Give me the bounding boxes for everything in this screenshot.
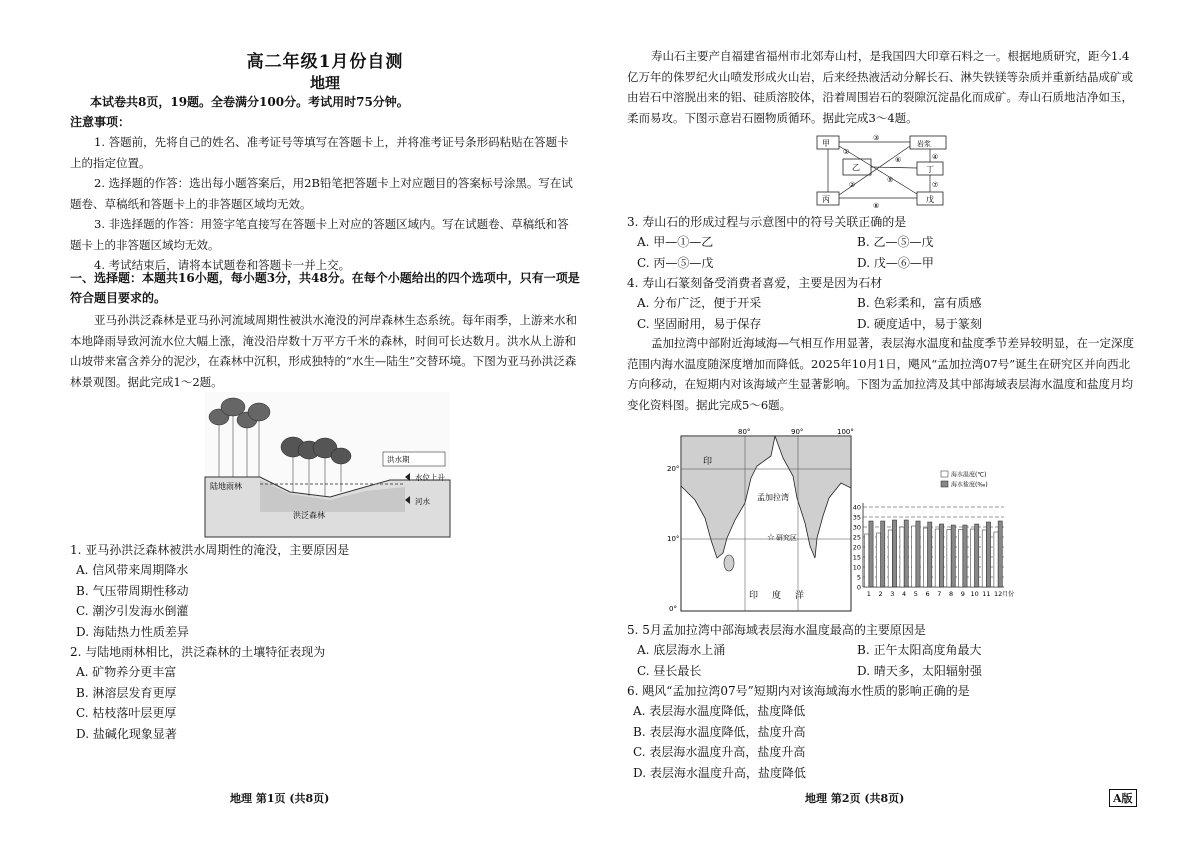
bar-salinity [975, 524, 979, 587]
legend-label: 海水盐度(‰) [951, 481, 988, 489]
option-row [627, 232, 1137, 253]
box-bing: 丙 [822, 195, 830, 204]
question-stem: 2. 与陆地雨林相比，洪泛森林的土壤特征表现为 [70, 645, 326, 659]
option-d: D. 戊—⑥—甲 [857, 255, 934, 270]
option-c: C. 表层海水温度升高，盐度升高 [633, 745, 806, 759]
question-6 [627, 681, 1137, 783]
option-c: C. 昼长最长 [637, 663, 702, 678]
option-a: A. 甲—①—乙 [637, 235, 714, 249]
option-c: C. 坚固耐用，易于保存 [637, 316, 762, 331]
legend-river: 河水 [415, 497, 430, 506]
arrow-label: ④ [932, 153, 939, 161]
lon-label: 100° [837, 428, 854, 436]
bar-salinity [904, 520, 908, 587]
bar-temperature [994, 532, 998, 587]
y-tick-label: 20 [852, 543, 861, 552]
bar-salinity [986, 522, 990, 587]
x-tick-label: 5 [913, 590, 918, 598]
box-ding: 丁 [926, 165, 934, 174]
question-stem: 5. 5月孟加拉湾中部海域表层海水温度最高的主要原因是 [627, 623, 926, 637]
legend-rising: 水位上升 [415, 473, 445, 482]
passage-3: 孟加拉湾中部附近海域海—气相互作用显著，表层海水温度和盐度季节差异较明显，在一定深度范围内海水温度随深度增加而降低。2025年10月1日，飓风“孟加拉湾07号”诞生在研究区并向西北方向移动，在短期内对该海域产生显著影响。下图为孟加拉湾及其中部海域表层海水温度和盐度月均变化资料图。据此完成5～6题。 [627, 336, 1134, 412]
option-row [627, 661, 1137, 682]
bar-salinity [928, 522, 932, 587]
box-yi: 乙 [852, 163, 860, 172]
version-badge: A版 [1109, 789, 1137, 807]
box-magma: 岩浆 [917, 140, 931, 148]
y-tick-label: 0 [856, 583, 861, 592]
bar-salinity [869, 521, 873, 587]
y-tick-label: 5 [856, 573, 861, 582]
option-row [627, 314, 1137, 335]
option-d: D. 海陆热力性质差异 [76, 624, 189, 639]
arrow-label: ⑥ [895, 156, 902, 164]
option-d: D. 盐碱化现象显著 [76, 726, 177, 741]
arrow-label: ① [843, 148, 850, 156]
notice-item: 1. 答题前，先将自己的姓名、准考证号等填写在答题卡上，并将准考证号条形码粘贴在答题卡上的指定位置。 [70, 135, 569, 170]
bar-temperature [970, 529, 974, 587]
option-b: B. 淋溶层发育更厚 [76, 685, 177, 700]
option-a: A. 底层海水上涌 [637, 643, 726, 657]
option-a: A. 矿物养分更丰富 [76, 665, 177, 679]
bar-salinity [963, 525, 967, 587]
bar-salinity [951, 525, 955, 587]
option-b: B. 正午太阳高度角最大 [857, 643, 982, 657]
lat-label: 0° [669, 605, 677, 613]
x-tick-label: 3 [890, 590, 895, 598]
notice-title: 注意事项： [70, 115, 131, 129]
bar-salinity [892, 520, 896, 587]
legend-label: 海水温度(℃) [951, 471, 987, 479]
notice-item: 4. 考试结束后，请将本试题卷和答题卡一并上交。 [94, 258, 351, 272]
y-tick-label: 40 [852, 503, 861, 512]
arrow-label: ⑦ [932, 181, 939, 189]
bar-temperature [935, 529, 939, 587]
legend-swatch [941, 471, 948, 477]
question-stem: 6. 飓风“孟加拉湾07号”短期内对该海域海水性质的影响正确的是 [627, 684, 970, 698]
temperature-salinity-chart [849, 465, 1015, 613]
question-4 [627, 273, 1137, 334]
box-wu: 戊 [926, 195, 934, 204]
lat-label: 10° [667, 535, 680, 543]
x-axis-label: 月份 [1002, 591, 1015, 598]
x-tick-label: 4 [902, 590, 907, 598]
passage-1: 亚马孙洪泛森林是亚马孙河流域周期性被洪水淹没的河岸森林生态系统。每年雨季，上游来水和本地降雨导致河流水位大幅上涨，淹没沿岸数十万平方千米的森林，时间可长达数月。洪水从上游和山坡带来富含养分的泥沙，在森林中沉积，形成独特的“水生—陆生”交替环境。下图为亚马孙洪泛森林景观图。据此完成1～2题。 [70, 313, 577, 389]
label-flood-forest: 洪泛森林 [293, 511, 325, 520]
arrow-label: ⑧ [873, 202, 880, 210]
arrow-label: ⑤ [887, 176, 894, 184]
option-row [627, 293, 1137, 314]
option-row [627, 640, 1137, 661]
question-1 [70, 540, 580, 642]
legend-swatch [941, 481, 948, 487]
arrow-label: ② [849, 181, 856, 189]
notice-list [70, 132, 580, 276]
exam-subject: 地理 [309, 74, 340, 92]
bar-temperature [912, 526, 916, 587]
option-c: C. 潮汐引发海水倒灌 [76, 604, 189, 618]
left-page [70, 0, 580, 848]
lon-label: 80° [738, 428, 751, 436]
rock-cycle-figure [815, 132, 950, 210]
lat-label: 20° [667, 465, 680, 473]
x-tick-label: 10 [970, 590, 979, 598]
y-tick-label: 35 [852, 513, 861, 522]
option-row [627, 253, 1137, 274]
question-2 [70, 642, 580, 744]
y-tick-label: 10 [852, 563, 861, 572]
passage-2: 寿山石主要产自福建省福州市北郊寿山村，是我国四大印章石料之一。根据地质研究，距今1.4亿万年的侏罗纪火山喷发形成火山岩，后来经热液活动分解长石、淋失铁镁等杂质并重新结晶成矿或由岩石中溶脱出来的铝、硅质溶胶体，沿着周围岩石的裂隙沉淀晶化而成矿。寿山石质地洁净如玉，柔而易攻。下图示意岩石圈物质循环。据此完成3～4题。 [627, 49, 1133, 125]
label-india: 印 [703, 457, 713, 467]
option-d: D. 晴天多，太阳辐射强 [857, 663, 982, 678]
bar-temperature [947, 529, 951, 587]
bar-salinity [998, 521, 1002, 587]
x-tick-label: 1 [866, 590, 871, 598]
bar-temperature [959, 529, 963, 587]
section-header: 一、选择题：本题共16小题，每小题3分，共48分。在每个小题给出的四个选项中，只有一项是符合题目要求的。 [70, 271, 580, 305]
y-tick-label: 25 [852, 533, 861, 542]
bar-temperature [888, 530, 892, 587]
question-3 [627, 212, 1137, 273]
page-footer-2: 地理 第2页 (共8页) [805, 792, 905, 805]
option-c: C. 丙—⑤—戊 [637, 255, 714, 270]
bar-temperature [923, 528, 927, 587]
exam-title: 高二年级1月份自测 [246, 52, 404, 72]
label-rainforest: 陆地雨林 [210, 482, 242, 491]
x-tick-label: 12 [993, 590, 1003, 598]
label-study: 研究区 [776, 534, 797, 542]
x-tick-label: 7 [937, 590, 942, 598]
exam-info: 本试卷共8页，19题。全卷满分100分。考试用时75分钟。 [90, 95, 409, 109]
option-b: B. 气压带周期性移动 [76, 583, 189, 598]
option-a: A. 信风带来周期降水 [76, 563, 189, 577]
y-tick-label: 30 [852, 523, 861, 532]
legend-flood: 洪水期 [387, 455, 410, 464]
label-ocean: 印度洋 [749, 591, 819, 601]
question-stem: 3. 寿山石的形成过程与示意图中的符号关联正确的是 [627, 215, 907, 229]
x-tick-label: 6 [925, 590, 930, 598]
bar-temperature [865, 534, 869, 587]
lon-label: 90° [791, 428, 804, 436]
bar-salinity [881, 521, 885, 587]
study-area-icon: ☆ [767, 533, 776, 543]
x-tick-label: 8 [949, 590, 954, 598]
x-tick-label: 9 [960, 590, 965, 598]
label-bay: 孟加拉湾 [757, 493, 789, 502]
x-tick-label: 11 [982, 590, 991, 598]
option-a: A. 分布广泛，便于开采 [637, 296, 762, 310]
question-stem: 4. 寿山石篆刻备受消费者喜爱，主要是因为石材 [627, 276, 883, 290]
question-stem: 1. 亚马孙洪泛森林被洪水周期性的淹没，主要原因是 [70, 543, 350, 557]
bar-salinity [916, 521, 920, 587]
box-jia: 甲 [822, 139, 830, 148]
option-d: D. 表层海水温度升高，盐度降低 [633, 765, 806, 780]
arrow-label: ③ [873, 134, 880, 142]
option-a: A. 表层海水温度降低，盐度降低 [633, 704, 806, 718]
option-c: C. 枯枝落叶层更厚 [76, 706, 177, 720]
notice-item: 3. 非选择题的作答：用签字笔直接写在答题卡上对应的答题区域内。写在试题卷、草稿纸和答题卡上的非答题区域均无效。 [70, 217, 569, 252]
option-b: B. 表层海水温度降低，盐度升高 [633, 724, 806, 739]
bay-of-bengal-map [665, 428, 855, 618]
option-b: B. 乙—⑤—戊 [857, 235, 934, 249]
page-footer-1: 地理 第1页 (共8页) [230, 792, 330, 805]
bar-temperature [876, 533, 880, 587]
bar-temperature [982, 530, 986, 587]
flood-forest-figure [205, 392, 450, 537]
bar-salinity [939, 524, 943, 587]
question-5 [627, 620, 1137, 681]
bar-temperature [900, 527, 904, 587]
option-d: D. 硬度适中，易于篆刻 [857, 316, 982, 331]
option-b: B. 色彩柔和，富有质感 [857, 296, 982, 310]
right-page [627, 0, 1137, 848]
notice-item: 2. 选择题的作答：选出每小题答案后，用2B铅笔把答题卡上对应题目的答案标号涂黑。写在试题卷、草稿纸和答题卡上的非答题区域均无效。 [70, 176, 573, 211]
y-tick-label: 15 [852, 553, 861, 562]
x-tick-label: 2 [878, 590, 883, 598]
